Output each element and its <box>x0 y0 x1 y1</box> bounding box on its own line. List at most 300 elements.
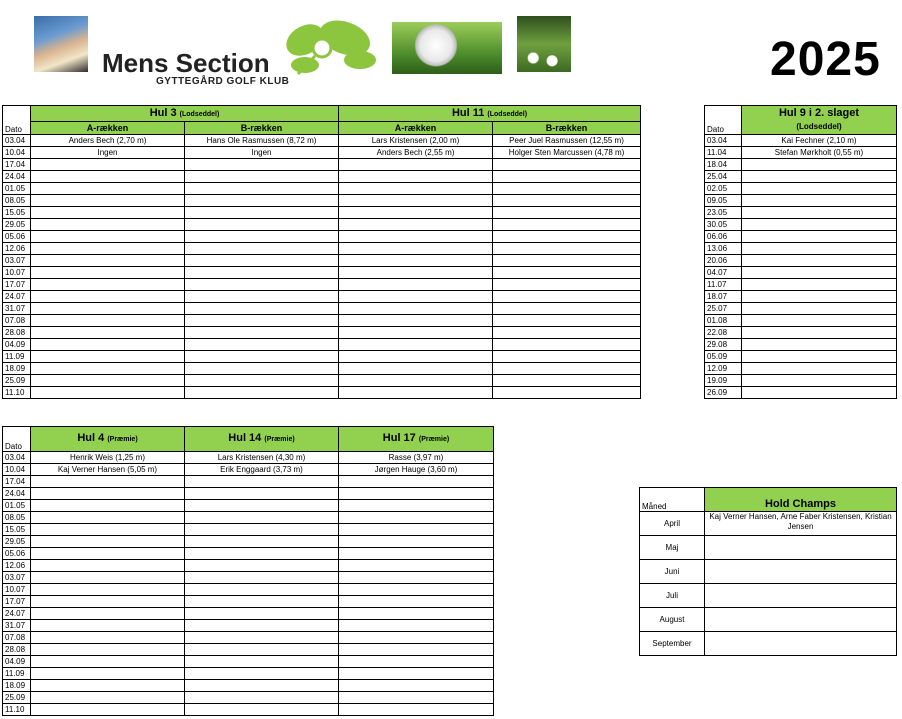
table-cell <box>493 207 641 219</box>
table-cell: 10.04 <box>3 464 31 476</box>
table-cell: 28.08 <box>3 644 31 656</box>
table-cell <box>339 668 494 680</box>
table-cell: 31.07 <box>3 620 31 632</box>
table-row <box>640 560 897 584</box>
table-cell: 11.04 <box>705 147 742 159</box>
table-cell <box>185 512 339 524</box>
table-row <box>705 159 897 171</box>
table-cell <box>185 584 339 596</box>
table-cell <box>705 536 897 560</box>
table-cell: 24.07 <box>3 608 31 620</box>
table-cell: 08.05 <box>3 195 31 207</box>
table-cell <box>31 375 185 387</box>
table-cell <box>493 243 641 255</box>
hul3-b-header: B-rækken <box>185 122 339 135</box>
table-row <box>640 536 897 560</box>
table-row <box>3 572 494 584</box>
table-cell <box>31 656 185 668</box>
table-cell: 07.08 <box>3 632 31 644</box>
table-cell <box>31 524 185 536</box>
table-row <box>705 327 897 339</box>
table-cell <box>31 620 185 632</box>
table-cell <box>31 171 185 183</box>
table-cell <box>339 219 493 231</box>
table-row <box>3 704 494 716</box>
table-cell <box>185 207 339 219</box>
table-cell <box>31 363 185 375</box>
table-cell <box>185 183 339 195</box>
table-cell <box>742 279 897 291</box>
table-row <box>3 231 641 243</box>
table-cell <box>31 351 185 363</box>
table-cell <box>493 291 641 303</box>
table-row <box>3 243 641 255</box>
table-cell: Kaj Verner Hansen (5,05 m) <box>31 464 185 476</box>
golfer-photo <box>34 16 88 72</box>
table-cell <box>742 243 897 255</box>
hul11-b-header: B-rækken <box>493 122 641 135</box>
table-cell: Peer Juel Rasmussen (12,55 m) <box>493 135 641 147</box>
year-heading: 2025 <box>770 33 881 86</box>
table-row <box>3 548 494 560</box>
table-row <box>3 620 494 632</box>
golf-ball-photo <box>392 22 502 74</box>
month-header: Måned <box>640 488 705 512</box>
table-cell <box>742 375 897 387</box>
table-cell <box>31 315 185 327</box>
table-cell: 11.10 <box>3 387 31 399</box>
table-cell: 30.05 <box>705 219 742 231</box>
table-cell <box>339 548 494 560</box>
table-cell <box>185 315 339 327</box>
hul11-title: Hul 11 <box>451 106 485 119</box>
table-cell <box>31 536 185 548</box>
table-cell: 05.09 <box>705 351 742 363</box>
table-cell <box>31 195 185 207</box>
table-cell: 22.08 <box>705 327 742 339</box>
table-cell <box>185 524 339 536</box>
table-cell <box>339 584 494 596</box>
table-cell <box>31 476 185 488</box>
table-cell <box>339 572 494 584</box>
table-cell: 04.07 <box>705 267 742 279</box>
table-cell <box>493 195 641 207</box>
table-row <box>3 207 641 219</box>
table-cell: 10.07 <box>3 584 31 596</box>
table-row <box>3 452 494 464</box>
table-hul9 <box>704 105 897 399</box>
table-cell: 29.08 <box>705 339 742 351</box>
table-cell <box>185 476 339 488</box>
table-cell: Juni <box>640 560 705 584</box>
table-cell <box>742 351 897 363</box>
table-row <box>3 488 494 500</box>
table-cell: 15.05 <box>3 524 31 536</box>
table-row <box>705 183 897 195</box>
table-row <box>3 351 641 363</box>
table-row <box>3 692 494 704</box>
hul11-a-header: A-rækken <box>339 122 493 135</box>
table-cell: 05.06 <box>3 548 31 560</box>
table-cell: September <box>640 632 705 656</box>
table-cell: 04.09 <box>3 656 31 668</box>
table-cell <box>185 219 339 231</box>
table-cell <box>31 572 185 584</box>
table-cell: Henrik Weis (1,25 m) <box>31 452 185 464</box>
table-cell <box>185 195 339 207</box>
table-cell: 12.06 <box>3 243 31 255</box>
table-cell <box>31 255 185 267</box>
table-cell: 29.05 <box>3 219 31 231</box>
table-cell <box>185 243 339 255</box>
table-cell <box>742 291 897 303</box>
table-cell: 29.05 <box>3 536 31 548</box>
table-cell <box>339 632 494 644</box>
table-cell: Kaj Verner Hansen, Arne Faber Kristensen, Kristian Jensen <box>705 512 897 536</box>
table-cell <box>339 183 493 195</box>
table-cell: 17.04 <box>3 476 31 488</box>
table-row <box>3 584 494 596</box>
table-cell <box>185 596 339 608</box>
table-cell <box>185 560 339 572</box>
table-row <box>3 375 641 387</box>
table-cell <box>742 387 897 399</box>
table-cell <box>31 488 185 500</box>
dato-header: Dato <box>3 106 31 135</box>
table-cell <box>31 632 185 644</box>
table-cell <box>493 339 641 351</box>
table-cell: 09.05 <box>705 195 742 207</box>
table-cell <box>185 255 339 267</box>
table-cell <box>742 207 897 219</box>
table-cell <box>339 476 494 488</box>
table-cell <box>31 548 185 560</box>
table-cell: 08.05 <box>3 512 31 524</box>
table-cell <box>185 620 339 632</box>
dato-header: Dato <box>3 427 31 452</box>
table-cell <box>339 704 494 716</box>
table-cell <box>742 231 897 243</box>
table-row <box>3 147 641 159</box>
table-cell <box>185 704 339 716</box>
table-cell: 01.05 <box>3 183 31 195</box>
table-cell: 01.08 <box>705 315 742 327</box>
table-row <box>3 135 641 147</box>
table-cell <box>185 159 339 171</box>
table-cell <box>493 267 641 279</box>
table-row <box>705 243 897 255</box>
table-row <box>3 512 494 524</box>
table-cell <box>31 231 185 243</box>
table-cell <box>31 267 185 279</box>
logo-title: Mens Section <box>102 48 270 78</box>
hul14-note: (Præmie) <box>264 436 295 443</box>
table-cell <box>31 339 185 351</box>
table-cell <box>185 363 339 375</box>
table-row <box>3 255 641 267</box>
table-row <box>705 279 897 291</box>
table-cell <box>31 608 185 620</box>
table-cell: 20.06 <box>705 255 742 267</box>
table-cell: 05.06 <box>3 231 31 243</box>
table-row <box>705 387 897 399</box>
table-cell <box>493 219 641 231</box>
table-cell: Ingen <box>185 147 339 159</box>
table-row <box>3 668 494 680</box>
table-cell <box>339 171 493 183</box>
table-cell <box>31 207 185 219</box>
table-row <box>3 315 641 327</box>
hul11-note: (Lodseddel) <box>487 110 528 118</box>
table-row <box>705 267 897 279</box>
table-cell <box>493 231 641 243</box>
table-cell <box>185 632 339 644</box>
table-cell <box>742 315 897 327</box>
table-cell <box>185 608 339 620</box>
table-cell <box>339 351 493 363</box>
table-row <box>705 291 897 303</box>
table-cell <box>339 596 494 608</box>
table-cell: Jørgen Hauge (3,60 m) <box>339 464 494 476</box>
hul3-a-header: A-rækken <box>31 122 185 135</box>
table-cell <box>742 195 897 207</box>
table-cell: 26.09 <box>705 387 742 399</box>
table-cell <box>185 572 339 584</box>
table-cell <box>493 375 641 387</box>
table-cell <box>185 668 339 680</box>
hold-champs-title: Hold Champs <box>765 498 836 510</box>
table-cell <box>493 315 641 327</box>
table-cell <box>185 644 339 656</box>
table-cell: 06.06 <box>705 231 742 243</box>
table-cell <box>31 279 185 291</box>
table-cell <box>339 524 494 536</box>
hul4-title: Hul 4 <box>77 432 105 444</box>
table-cell <box>339 656 494 668</box>
table-cell <box>705 584 897 608</box>
table-cell: Anders Bech (2,55 m) <box>339 147 493 159</box>
table-cell: Holger Sten Marcussen (4,78 m) <box>493 147 641 159</box>
table-row <box>3 476 494 488</box>
table-cell: 12.09 <box>705 363 742 375</box>
table-cell <box>185 387 339 399</box>
table-cell: Erik Enggaard (3,73 m) <box>185 464 339 476</box>
table-cell <box>31 243 185 255</box>
table-cell <box>339 608 494 620</box>
table-cell <box>185 536 339 548</box>
table-cell <box>185 351 339 363</box>
table-row <box>3 183 641 195</box>
table-cell: 25.09 <box>3 692 31 704</box>
table-cell <box>31 219 185 231</box>
table-cell: 25.04 <box>705 171 742 183</box>
table-cell <box>493 279 641 291</box>
table-row <box>3 279 641 291</box>
hul17-title: Hul 17 <box>382 432 416 444</box>
table-row <box>3 171 641 183</box>
table-cell <box>493 387 641 399</box>
hul3-title: Hul 3 <box>149 106 177 119</box>
table-cell <box>339 536 494 548</box>
table-row <box>3 267 641 279</box>
table-row <box>705 147 897 159</box>
table-cell: 18.07 <box>705 291 742 303</box>
table-cell <box>493 159 641 171</box>
table-cell <box>185 680 339 692</box>
table-row <box>640 632 897 656</box>
table-cell <box>185 291 339 303</box>
table-cell <box>31 387 185 399</box>
hul3-note: (Lodseddel) <box>179 110 220 118</box>
hul9-title: Hul 9 i 2. slaget <box>778 107 860 119</box>
table-cell: 17.07 <box>3 279 31 291</box>
table-cell: Anders Bech (2,70 m) <box>31 135 185 147</box>
table-cell <box>31 680 185 692</box>
golf-hole-photo <box>517 16 571 72</box>
table-cell <box>339 363 493 375</box>
table-cell <box>705 560 897 584</box>
table-cell <box>185 171 339 183</box>
table-row <box>3 363 641 375</box>
table-cell: 17.07 <box>3 596 31 608</box>
table-row <box>640 512 897 536</box>
table-row <box>705 255 897 267</box>
table-cell: 24.07 <box>3 291 31 303</box>
table-cell <box>185 656 339 668</box>
hul4-note: (Præmie) <box>107 436 138 443</box>
table-cell <box>339 291 493 303</box>
table-row <box>3 596 494 608</box>
table-row <box>705 315 897 327</box>
table-cell <box>31 692 185 704</box>
table-cell: Kai Fechner (2,10 m) <box>742 135 897 147</box>
dato-header: Dato <box>705 106 742 135</box>
table-cell: 23.05 <box>705 207 742 219</box>
table-cell <box>185 279 339 291</box>
table-cell <box>339 231 493 243</box>
hul9-note: (Lodseddel) <box>796 122 842 131</box>
table-cell: Ingen <box>31 147 185 159</box>
table-hold-champs <box>639 487 897 656</box>
table-cell: 11.09 <box>3 351 31 363</box>
table-cell: 25.07 <box>705 303 742 315</box>
table-hul3-hul11 <box>2 105 641 399</box>
table-row <box>705 339 897 351</box>
table-cell <box>31 584 185 596</box>
table-row <box>3 536 494 548</box>
table-cell <box>339 255 493 267</box>
table-cell: 17.04 <box>3 159 31 171</box>
table-cell <box>493 255 641 267</box>
table-cell: 10.07 <box>3 267 31 279</box>
table-cell: 24.04 <box>3 171 31 183</box>
table-row <box>705 219 897 231</box>
table-cell <box>339 315 493 327</box>
table-cell: 03.04 <box>705 135 742 147</box>
table-cell <box>339 339 493 351</box>
table-row <box>3 303 641 315</box>
table-row <box>3 219 641 231</box>
table-row <box>3 339 641 351</box>
table-cell <box>493 327 641 339</box>
table-cell <box>742 219 897 231</box>
table-cell <box>339 500 494 512</box>
table-cell <box>339 488 494 500</box>
table-row <box>3 291 641 303</box>
table-cell: 03.04 <box>3 452 31 464</box>
table-row <box>705 375 897 387</box>
table-cell: 13.06 <box>705 243 742 255</box>
table-cell: Stefan Mørkholt (0,55 m) <box>742 147 897 159</box>
table-cell: 02.05 <box>705 183 742 195</box>
table-row <box>3 195 641 207</box>
table-row <box>3 644 494 656</box>
table-row <box>3 387 641 399</box>
table-cell: 18.09 <box>3 363 31 375</box>
table-cell: Juli <box>640 584 705 608</box>
table-row <box>3 632 494 644</box>
table-cell <box>742 159 897 171</box>
table-row <box>705 171 897 183</box>
table-row <box>3 159 641 171</box>
table-cell <box>31 303 185 315</box>
table-cell <box>185 488 339 500</box>
table-cell: 25.09 <box>3 375 31 387</box>
table-cell <box>339 207 493 219</box>
table-hul4-hul14-hul17 <box>2 426 494 716</box>
table-cell <box>31 159 185 171</box>
table-row <box>3 500 494 512</box>
table-cell <box>742 171 897 183</box>
table-cell <box>31 560 185 572</box>
table-cell <box>339 243 493 255</box>
table-cell: 18.04 <box>705 159 742 171</box>
table-cell <box>185 327 339 339</box>
table-cell <box>339 159 493 171</box>
table-row <box>640 584 897 608</box>
table-cell: 19.09 <box>705 375 742 387</box>
table-cell: 12.06 <box>3 560 31 572</box>
table-row <box>640 608 897 632</box>
table-cell <box>31 512 185 524</box>
table-cell <box>742 327 897 339</box>
table-cell <box>339 267 493 279</box>
table-cell <box>742 183 897 195</box>
table-row <box>3 464 494 476</box>
table-cell: 31.07 <box>3 303 31 315</box>
table-cell: Rasse (3,97 m) <box>339 452 494 464</box>
table-row <box>705 195 897 207</box>
table-cell: Maj <box>640 536 705 560</box>
table-cell: 10.04 <box>3 147 31 159</box>
table-cell: 01.05 <box>3 500 31 512</box>
table-cell <box>339 327 493 339</box>
table-cell <box>742 339 897 351</box>
table-row <box>705 135 897 147</box>
table-cell <box>339 560 494 572</box>
table-cell <box>705 632 897 656</box>
table-row <box>3 656 494 668</box>
table-cell: 03.07 <box>3 255 31 267</box>
table-cell: August <box>640 608 705 632</box>
table-cell <box>185 692 339 704</box>
table-cell <box>493 363 641 375</box>
table-cell: Lars Kristensen (2,00 m) <box>339 135 493 147</box>
table-cell <box>339 279 493 291</box>
logo-subtitle: GYTTEGÅRD GOLF KLUB <box>156 76 290 87</box>
table-cell: 15.05 <box>3 207 31 219</box>
table-cell <box>493 171 641 183</box>
